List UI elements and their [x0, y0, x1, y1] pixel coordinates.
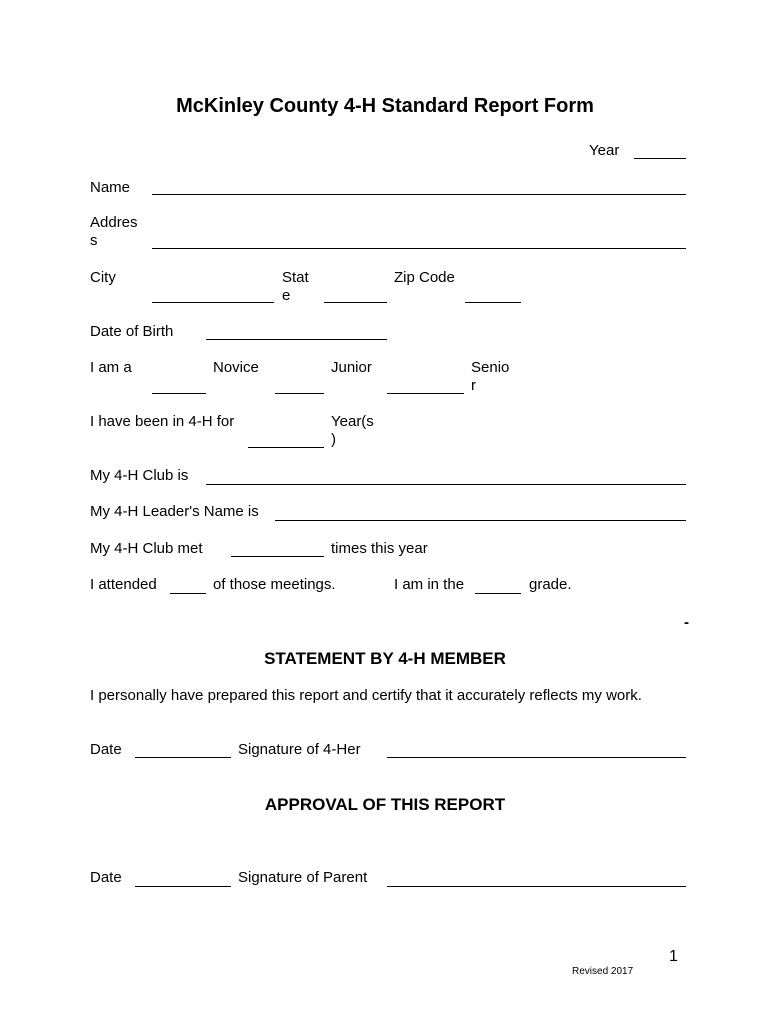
zip-label: Zip Code: [394, 269, 455, 286]
approval-date-label: Date: [90, 869, 122, 886]
years-in-label: I have been in 4-H for: [90, 413, 235, 430]
club-field[interactable]: [206, 484, 686, 485]
year-label: Year: [589, 142, 620, 159]
parent-signature-field[interactable]: [387, 886, 686, 887]
revised-note: Revised 2017: [572, 966, 634, 977]
leader-label: My 4-H Leader's Name is: [90, 503, 259, 520]
junior-label: Junior: [331, 359, 372, 376]
dash-mark: -: [684, 614, 689, 631]
grade-suffix-label: grade.: [529, 576, 572, 593]
senior-label: Senio: [471, 359, 510, 376]
state-label: Stat: [282, 269, 309, 286]
novice-check[interactable]: [152, 393, 206, 394]
page-number: 1: [669, 948, 678, 965]
grade-prefix-label: I am in the: [394, 576, 465, 593]
statement-date-label: Date: [90, 741, 122, 758]
zip-field[interactable]: [465, 302, 521, 303]
statement-heading: STATEMENT BY 4-H MEMBER: [264, 649, 506, 668]
grade-field[interactable]: [475, 593, 521, 594]
state-field[interactable]: [324, 302, 387, 303]
novice-label: Novice: [213, 359, 259, 376]
attended-field[interactable]: [170, 593, 206, 594]
junior-check[interactable]: [275, 393, 324, 394]
leader-field[interactable]: [275, 520, 686, 521]
dob-field[interactable]: [206, 339, 387, 340]
attended-label: I attended: [90, 576, 157, 593]
times-label: times this year: [331, 540, 428, 557]
years-field[interactable]: [248, 447, 324, 448]
senior-check[interactable]: [387, 393, 464, 394]
name-field[interactable]: [152, 194, 686, 195]
name-label: Name: [90, 179, 131, 196]
senior-label-wrap: r: [471, 377, 476, 394]
city-field[interactable]: [152, 302, 274, 303]
statement-signature-field[interactable]: [387, 757, 686, 758]
statement-date-field[interactable]: [135, 757, 231, 758]
address-field[interactable]: [152, 248, 686, 249]
met-field[interactable]: [231, 556, 324, 557]
address-label-wrap: s: [90, 232, 98, 249]
years-label: Year(s: [331, 413, 374, 430]
city-label: City: [90, 269, 116, 286]
met-label: My 4-H Club met: [90, 540, 203, 557]
statement-signature-label: Signature of 4-Her: [238, 741, 361, 758]
meetings-label: of those meetings.: [213, 576, 336, 593]
statement-text: I personally have prepared this report and certify that it accurately reflects my work.: [90, 687, 642, 704]
years-label-wrap: ): [331, 431, 336, 448]
club-label: My 4-H Club is: [90, 467, 189, 484]
state-label-wrap: e: [282, 287, 291, 304]
dob-label: Date of Birth: [90, 323, 174, 340]
approval-date-field[interactable]: [135, 886, 231, 887]
iam-label: I am a: [90, 359, 132, 376]
page-title: McKinley County 4-H Standard Report Form: [176, 95, 594, 117]
parent-signature-label: Signature of Parent: [238, 869, 368, 886]
address-label: Addres: [90, 214, 138, 231]
approval-heading: APPROVAL OF THIS REPORT: [264, 795, 506, 814]
year-field[interactable]: [634, 158, 686, 159]
